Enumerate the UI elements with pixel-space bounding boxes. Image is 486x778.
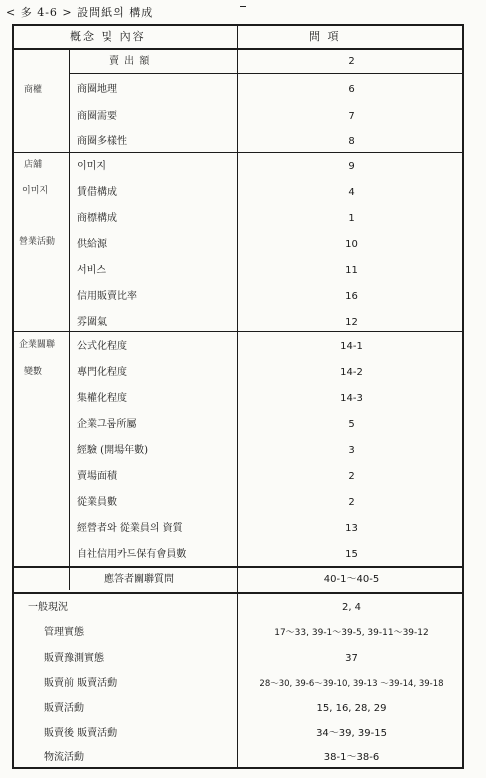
row-value: 11 [345, 265, 358, 276]
table-caption: < 多 4-6 > 設問紙의 構成 [6, 6, 154, 19]
row-value: 28～30, 39-6～39-10, 39-13 ～39-14, 39-18 [259, 679, 444, 689]
row-label: 自社信用카드保有會員數 [77, 549, 187, 560]
row-value: 8 [348, 136, 355, 147]
row-label: 商標構成 [77, 213, 117, 224]
row-value: 16 [345, 291, 358, 302]
row-label: 經驗 (開場年數) [77, 445, 148, 456]
row-label: 管理實態 [44, 627, 84, 638]
row-label: 商圈地理 [77, 84, 117, 95]
row-value: 5 [348, 419, 355, 430]
row-label: 이미지 [77, 161, 106, 172]
row-label: 集權化程度 [77, 393, 127, 404]
row-value: 10 [345, 239, 358, 250]
row-label: 商圈需要 [77, 111, 117, 122]
row-value: 15, 16, 28, 29 [316, 703, 387, 714]
row-value: 1 [348, 213, 355, 224]
row-label: 商圈多樣性 [77, 136, 127, 147]
row-label: 信用販賣比率 [77, 291, 137, 302]
group1-bottom-rule [14, 152, 462, 153]
row-value: 38-1～38-6 [323, 752, 380, 763]
row-value: 7 [348, 111, 355, 122]
row-label: 販賣後 販賣活動 [44, 728, 118, 739]
respondent-value: 40-1～40-5 [323, 574, 380, 585]
category-label: 營業活動 [19, 237, 56, 247]
row-label: 物流活動 [44, 752, 84, 763]
sales-amount-value: 2 [348, 56, 355, 67]
row-value: 2 [348, 471, 355, 482]
row-value: 34～39, 39-15 [316, 728, 387, 739]
row-value: 14-1 [340, 341, 363, 352]
decorative-dash [240, 6, 246, 7]
row-value: 14-3 [340, 393, 363, 404]
group2-bottom-rule [14, 331, 462, 332]
row-label: 專門化程度 [77, 367, 127, 378]
row-label: 公式化程度 [77, 341, 127, 352]
row-label: 販賣豫測實態 [44, 653, 104, 664]
row-value: 15 [345, 549, 358, 560]
row-label: 賣場面積 [77, 471, 117, 482]
row-value: 14-2 [340, 367, 363, 378]
sales-amount-label: 賣 出 額 [109, 56, 151, 67]
row-value: 6 [348, 84, 355, 95]
category-divider [69, 50, 70, 590]
row-label: 販賣前 販賣活動 [44, 678, 118, 689]
row-value: 2, 4 [341, 602, 362, 613]
row-label: 販賣活動 [44, 703, 84, 714]
respondent-bottom-rule [14, 592, 462, 594]
sales-bottom-rule [69, 73, 462, 74]
category-label: 이미지 [22, 186, 49, 196]
survey-structure-table [12, 24, 464, 769]
category-label: 企業關聯 [19, 340, 56, 350]
row-label: 賃借構成 [77, 187, 117, 198]
category-label: 商權 [24, 85, 43, 95]
respondent-label: 應答者關聯質問 [104, 574, 174, 585]
row-label: 從業員數 [77, 497, 117, 508]
header-question: 問 項 [309, 30, 341, 43]
row-value: 37 [345, 653, 358, 664]
row-value: 2 [348, 497, 355, 508]
header-concept: 槪念 및 內容 [70, 30, 146, 43]
center-divider [237, 26, 238, 767]
row-label: 供給源 [77, 239, 107, 250]
row-label: 雰圍氣 [77, 317, 107, 328]
row-value: 4 [348, 187, 355, 198]
row-label: 서비스 [77, 265, 106, 276]
row-label: 企業그룹所屬 [77, 419, 137, 430]
row-value: 13 [345, 523, 358, 534]
category-label: 店舖 [24, 160, 43, 170]
row-value: 9 [348, 161, 355, 172]
row-label: 一般現況 [28, 602, 68, 613]
row-label: 經營者와 從業員의 資質 [77, 523, 183, 534]
row-value: 3 [348, 445, 355, 456]
category-label: 變數 [24, 367, 43, 377]
group3-bottom-rule [14, 566, 462, 568]
row-value: 12 [345, 317, 358, 328]
header-bottom-rule [14, 48, 462, 50]
row-value: 17～33, 39-1～39-5, 39-11～39-12 [274, 628, 429, 638]
